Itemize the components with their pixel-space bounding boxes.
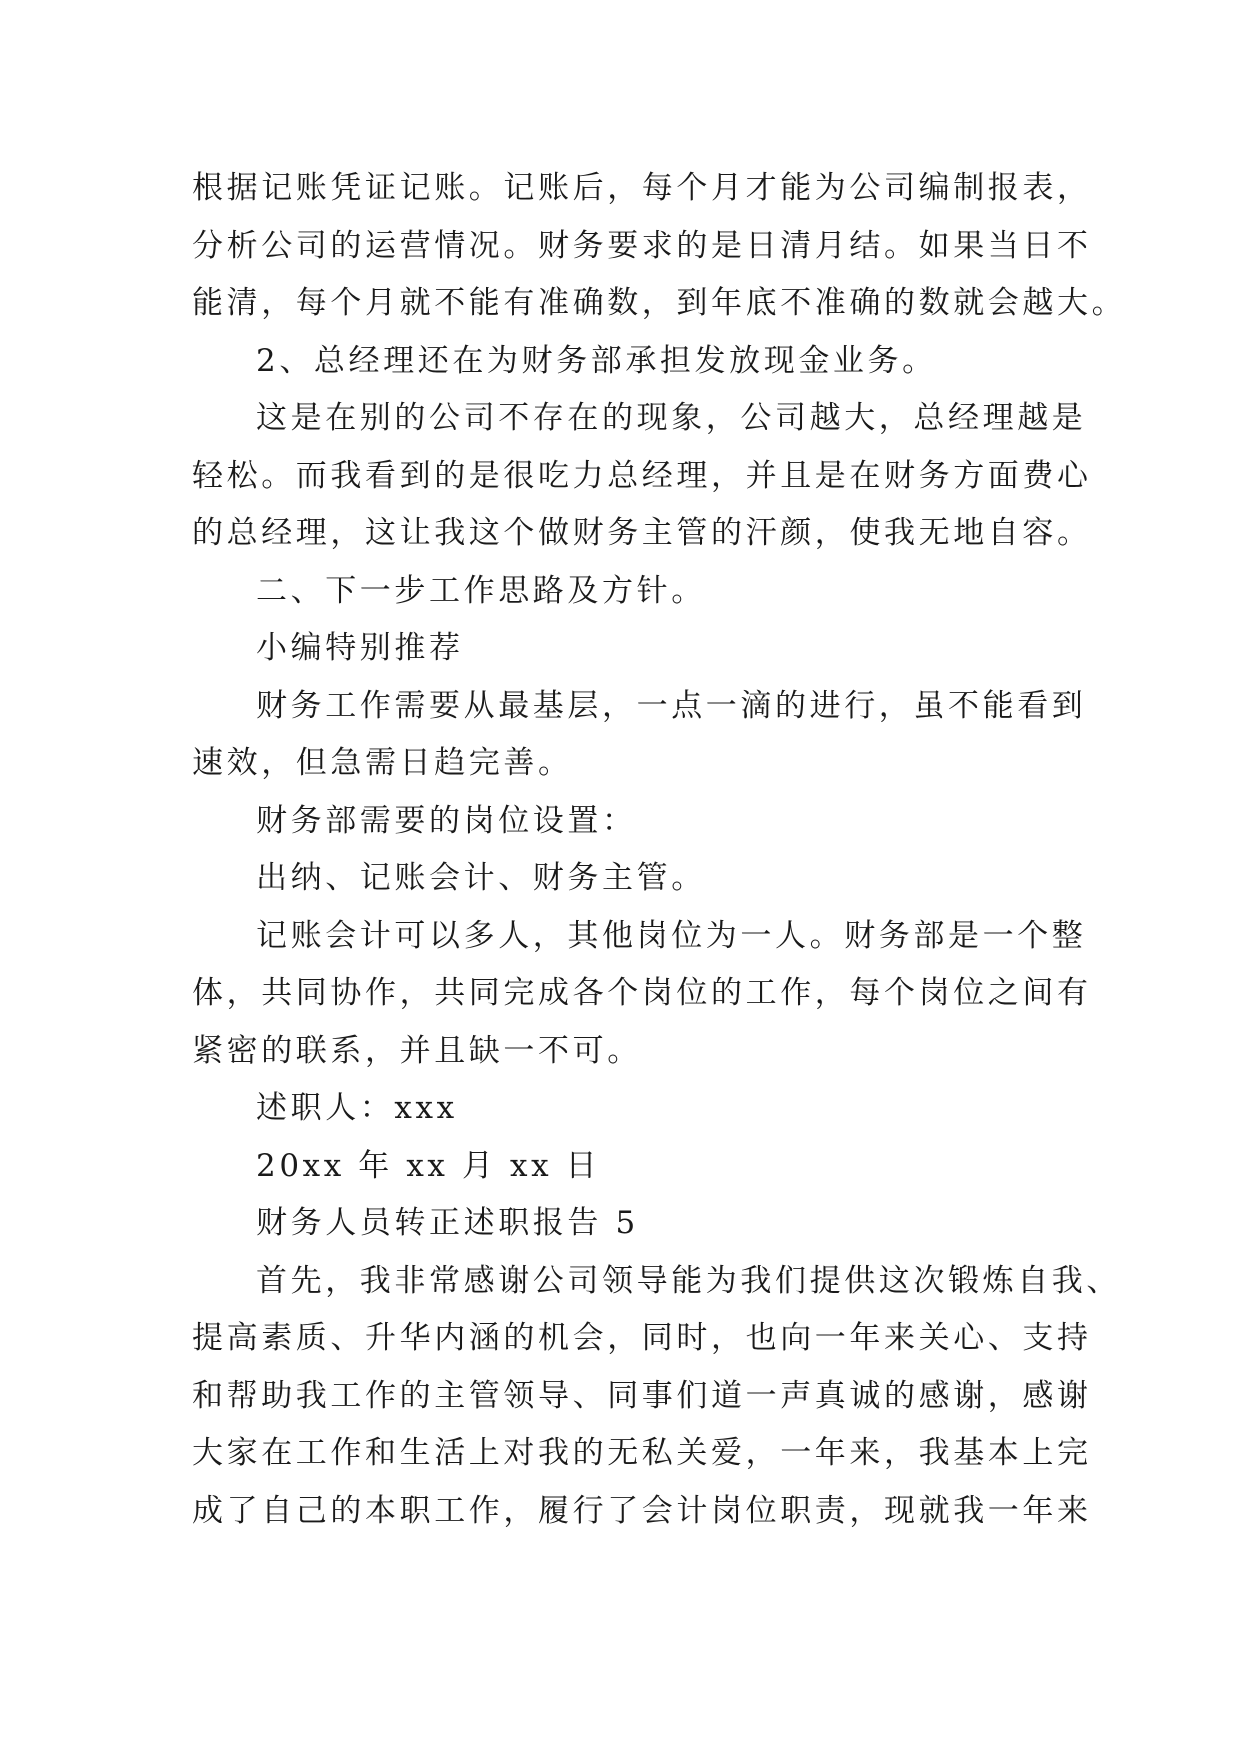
text-line: 分析公司的运营情况。财务要求的是日清月结。如果当日不	[192, 227, 1092, 264]
text-line: 轻松。而我看到的是很吃力总经理，并且是在财务方面费心	[192, 457, 1092, 494]
text-line: 和帮助我工作的主管领导、同事们道一声真诚的感谢，感谢	[192, 1377, 1092, 1414]
section-heading: 二、下一步工作思路及方针。	[256, 572, 706, 609]
text-line: 记账会计可以多人，其他岗位为一人。财务部是一个整	[256, 917, 1087, 954]
document-body	[192, 160, 1127, 1540]
date-line: 20xx 年 xx 月 xx 日	[256, 1147, 601, 1184]
text-line: 财务工作需要从最基层，一点一滴的进行，虽不能看到	[256, 687, 1087, 724]
text-line: 首先，我非常感谢公司领导能为我们提供这次锻炼自我、	[256, 1262, 1121, 1299]
text-line: 紧密的联系，并且缺一不可。	[192, 1032, 642, 1069]
text-line: 财务部需要的岗位设置：	[256, 802, 637, 839]
text-line: 小编特别推荐	[256, 630, 464, 666]
report-title: 财务人员转正述职报告 5	[256, 1205, 639, 1241]
text-line: 的总经理，这让我这个做财务主管的汗颜，使我无地自容。	[192, 515, 1092, 551]
text-line: 出纳、记账会计、财务主管。	[256, 860, 706, 896]
text-line: 2、总经理还在为财务部承担发放现金业务。	[256, 342, 937, 379]
text-line: 提高素质、升华内涵的机会，同时，也向一年来关心、支持	[192, 1320, 1092, 1356]
text-line: 成了自己的本职工作，履行了会计岗位职责，现就我一年来	[192, 1492, 1092, 1529]
text-line: 大家在工作和生活上对我的无私关爱，一年来，我基本上完	[192, 1435, 1092, 1471]
text-line: 这是在别的公司不存在的现象，公司越大，总经理越是	[256, 400, 1087, 436]
text-line: 能清，每个月就不能有准确数，到年底不准确的数就会越大。	[192, 285, 1127, 321]
text-line: 速效，但急需日趋完善。	[192, 745, 573, 781]
text-line: 体，共同协作，共同完成各个岗位的工作，每个岗位之间有	[192, 975, 1092, 1011]
text-line: 根据记账凭证记账。记账后，每个月才能为公司编制报表，	[192, 170, 1092, 206]
reporter-line: 述职人：xxx	[256, 1090, 458, 1126]
